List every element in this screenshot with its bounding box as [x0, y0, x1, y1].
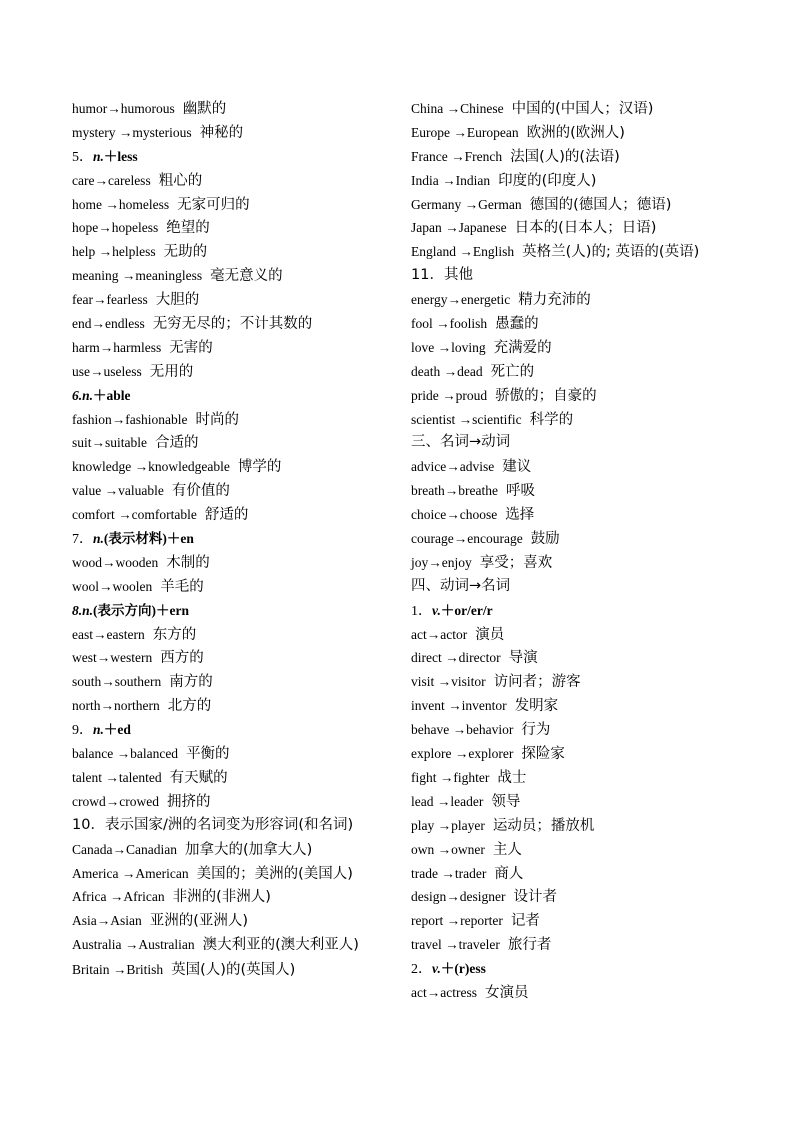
chinese-meaning: 北方的: [167, 698, 212, 715]
heading-suffix: ＋less: [103, 148, 138, 164]
vocab-entry: [72, 455, 390, 479]
heading-text: 四、动词→名词: [411, 577, 511, 594]
chinese-meaning: 探险家: [521, 746, 565, 763]
heading-suffix: (表示材料)＋en: [103, 531, 194, 547]
vocab-entry: [411, 145, 729, 169]
chinese-meaning: 德国的(德国人；德语): [529, 196, 672, 213]
vocab-entry: [72, 360, 390, 384]
word-transformation: fear→fearless: [72, 292, 148, 308]
word-transformation: visit →visitor: [411, 674, 486, 690]
vocab-entry: [72, 933, 390, 958]
chinese-meaning: 英国(人)的(英国人): [171, 962, 296, 979]
vocab-entry: [72, 551, 390, 575]
vocab-entry: [72, 909, 390, 933]
section-heading: [72, 384, 390, 408]
vocab-entry: [411, 503, 729, 527]
chinese-meaning: 英格兰(人)的; 英语的(英语): [522, 244, 700, 261]
chinese-meaning: 建议: [502, 459, 532, 476]
vocab-entry: [72, 312, 390, 336]
word-transformation: act→actor: [411, 626, 468, 642]
word-transformation: value →valuable: [72, 483, 164, 499]
word-transformation: Germany →German: [411, 196, 522, 212]
chinese-meaning: 运动员；播放机: [492, 817, 595, 834]
section-heading: [411, 575, 729, 599]
heading-text: 三、名词→动词: [411, 434, 511, 451]
chinese-meaning: 时尚的: [195, 411, 239, 428]
vocab-entry: [72, 838, 390, 862]
vocab-entry: [72, 646, 390, 670]
chinese-meaning: 中国的(中国人；汉语): [511, 101, 654, 117]
word-transformation: Europe →European: [411, 124, 519, 140]
word-transformation: France →French: [411, 148, 503, 164]
word-transformation: pride →proud: [411, 387, 488, 403]
word-transformation: Africa →African: [72, 889, 165, 905]
chinese-meaning: 选择: [505, 507, 535, 524]
heading-number: 9．: [72, 723, 93, 739]
vocab-entry: [411, 408, 729, 432]
chinese-meaning: 神秘的: [199, 124, 244, 141]
chinese-meaning: 旅行者: [507, 937, 552, 954]
vocab-entry: [411, 312, 729, 336]
chinese-meaning: 加拿大的(加拿大人): [184, 841, 313, 858]
chinese-meaning: 无助的: [163, 244, 208, 261]
vocab-entry: [72, 97, 390, 121]
heading-number: 6.: [72, 387, 83, 403]
word-transformation: suit→suitable: [72, 435, 147, 451]
chinese-meaning: 记者: [510, 913, 540, 930]
word-transformation: talent →talented: [72, 769, 162, 785]
heading-suffix: ＋or/er/r: [440, 602, 493, 618]
section-heading: [72, 718, 390, 742]
word-transformation: death →dead: [411, 363, 483, 379]
heading-number: 8.: [72, 602, 83, 618]
vocab-entry: [411, 479, 729, 503]
vocab-entry: [411, 97, 729, 121]
chinese-meaning: 东方的: [152, 626, 197, 643]
heading-number: 2．: [411, 962, 432, 978]
word-transformation: wool→woolen: [72, 578, 153, 594]
vocab-entry: [411, 933, 729, 957]
word-transformation: lead →leader: [411, 793, 484, 809]
word-transformation: advice→advise: [411, 459, 495, 475]
chinese-meaning: 西方的: [160, 650, 204, 667]
heading-part-of-speech: n.: [82, 602, 94, 618]
chinese-meaning: 科学的: [529, 411, 574, 428]
chinese-meaning: 无用的: [149, 363, 194, 380]
right-column: [411, 97, 729, 1005]
chinese-meaning: 拥挤的: [166, 793, 211, 810]
vocab-entry: [72, 240, 390, 264]
chinese-meaning: 有天赋的: [169, 769, 228, 786]
word-transformation: Japan →Japanese: [411, 220, 507, 236]
vocab-entry: [72, 503, 390, 527]
word-transformation: fashion→fashionable: [72, 411, 188, 427]
chinese-meaning: 战士: [497, 769, 527, 786]
chinese-meaning: 演员: [475, 626, 505, 643]
chinese-meaning: 导演: [508, 650, 538, 667]
chinese-meaning: 幽默的: [182, 101, 227, 117]
word-transformation: love →loving: [411, 339, 486, 355]
word-transformation: home →homeless: [72, 196, 170, 212]
vocab-entry: [411, 288, 729, 312]
vocab-entry: [411, 718, 729, 742]
section-heading: [72, 599, 390, 623]
vocab-entry: [411, 646, 729, 670]
heading-number: 1．: [411, 603, 432, 619]
section-heading: [411, 957, 729, 981]
heading-part-of-speech: v.: [432, 602, 441, 618]
vocab-entry: [72, 431, 390, 455]
word-transformation: help →helpless: [72, 244, 156, 260]
vocab-entry: [72, 193, 390, 217]
vocab-entry: [411, 742, 729, 766]
word-transformation: play →player: [411, 817, 485, 833]
chinese-meaning: 享受；喜欢: [479, 554, 553, 571]
word-transformation: direct →director: [411, 650, 501, 666]
vocab-entry: [72, 479, 390, 503]
chinese-meaning: 亚洲的(亚洲人): [149, 913, 249, 930]
vocab-entry: [411, 240, 729, 264]
word-transformation: care→careless: [72, 172, 151, 188]
heading-text: 11．其他: [411, 267, 473, 284]
word-transformation: joy→enjoy: [411, 554, 472, 570]
vocab-entry: [411, 862, 729, 886]
chinese-meaning: 欧洲的(欧洲人): [526, 124, 625, 141]
chinese-meaning: 行为: [521, 722, 551, 739]
vocab-entry: [411, 838, 729, 862]
vocab-entry: [411, 216, 729, 240]
vocab-entry: [411, 981, 729, 1005]
word-transformation: harm→harmless: [72, 339, 162, 355]
word-transformation: crowd→crowed: [72, 793, 159, 809]
vocab-entry: [72, 958, 390, 982]
word-transformation: balance →balanced: [72, 746, 179, 762]
word-transformation: courage→encourage: [411, 531, 523, 547]
word-transformation: trade →trader: [411, 865, 487, 881]
vocab-entry: [411, 527, 729, 551]
chinese-meaning: 有价值的: [171, 483, 230, 500]
chinese-meaning: 毫无意义的: [210, 268, 283, 285]
heading-number: 7．: [72, 532, 93, 548]
word-transformation: Australia →Australian: [72, 937, 195, 953]
vocab-entry: [411, 336, 729, 360]
chinese-meaning: 领导: [491, 793, 521, 810]
section-heading: [72, 145, 390, 169]
word-transformation: own →owner: [411, 841, 485, 857]
chinese-meaning: 美国的；美洲的(美国人): [196, 865, 353, 882]
vocab-entry: [411, 623, 729, 647]
vocab-entry: [411, 384, 729, 408]
heading-suffix: ＋(r)ess: [440, 961, 486, 977]
chinese-meaning: 澳大利亚的(澳大利亚人): [202, 937, 359, 954]
chinese-meaning: 无穷无尽的；不计其数的: [152, 316, 313, 333]
word-transformation: explore →explorer: [411, 746, 514, 762]
word-transformation: comfort →comfortable: [72, 507, 197, 523]
word-transformation: use→useless: [72, 363, 142, 379]
chinese-meaning: 日本的(日本人；日语): [514, 220, 657, 237]
word-transformation: invent →inventor: [411, 698, 507, 714]
word-transformation: England →English: [411, 244, 515, 260]
vocab-entry: [72, 121, 390, 145]
chinese-meaning: 女演员: [484, 984, 529, 1001]
chinese-meaning: 大胆的: [155, 292, 200, 309]
chinese-meaning: 舒适的: [204, 507, 249, 524]
word-transformation: north→northern: [72, 698, 160, 714]
word-transformation: scientist →scientific: [411, 411, 522, 427]
word-transformation: choice→choose: [411, 507, 498, 523]
word-transformation: report →reporter: [411, 913, 503, 929]
vocab-entry: [72, 694, 390, 718]
vocab-entry: [411, 885, 729, 909]
heading-text: 10．表示国家/洲的名词变为形容词(和名词): [72, 816, 354, 833]
chinese-meaning: 无害的: [169, 339, 213, 356]
word-transformation: fight →fighter: [411, 769, 490, 785]
left-column: [72, 97, 390, 982]
chinese-meaning: 鼓励: [530, 531, 560, 548]
chinese-meaning: 博学的: [237, 459, 282, 476]
word-transformation: knowledge →knowledgeable: [72, 459, 230, 475]
chinese-meaning: 木制的: [166, 554, 210, 571]
word-transformation: America →American: [72, 865, 189, 881]
chinese-meaning: 粗心的: [158, 172, 203, 189]
vocab-entry: [72, 288, 390, 312]
word-transformation: humor→humorous: [72, 101, 175, 116]
chinese-meaning: 商人: [494, 865, 524, 882]
chinese-meaning: 发明家: [514, 698, 559, 715]
heading-part-of-speech: v.: [432, 961, 441, 977]
vocab-entry: [72, 742, 390, 766]
vocab-entry: [411, 455, 729, 479]
word-transformation: hope→hopeless: [72, 220, 159, 236]
vocab-entry: [72, 862, 390, 886]
vocab-entry: [411, 790, 729, 814]
chinese-meaning: 平衡的: [186, 746, 230, 763]
vocab-entry: [72, 216, 390, 240]
word-transformation: energy→energetic: [411, 292, 511, 308]
word-transformation: meaning →meaningless: [72, 268, 203, 284]
section-heading: [72, 527, 390, 551]
chinese-meaning: 主人: [492, 841, 522, 858]
vocab-entry: [411, 360, 729, 384]
chinese-meaning: 骄傲的；自豪的: [495, 387, 597, 404]
chinese-meaning: 无家可归的: [177, 196, 250, 213]
heading-part-of-speech: n.: [93, 722, 104, 738]
vocab-entry: [72, 623, 390, 647]
word-transformation: behave →behavior: [411, 722, 514, 738]
chinese-meaning: 法国(人)的(法语): [510, 148, 620, 165]
vocab-entry: [411, 909, 729, 933]
vocab-entry: [411, 121, 729, 145]
word-transformation: mystery →mysterious: [72, 124, 192, 140]
word-transformation: Britain →British: [72, 962, 164, 978]
word-transformation: travel →traveler: [411, 937, 500, 953]
vocab-entry: [411, 193, 729, 217]
word-transformation: breath→breathe: [411, 483, 498, 499]
word-transformation: south→southern: [72, 674, 162, 690]
vocab-entry: [411, 169, 729, 193]
chinese-meaning: 精力充沛的: [518, 292, 591, 309]
word-transformation: Asia→Asian: [72, 913, 142, 929]
word-transformation: fool →foolish: [411, 316, 488, 332]
vocab-entry: [411, 814, 729, 838]
vocab-entry: [72, 408, 390, 432]
chinese-meaning: 南方的: [169, 674, 213, 691]
heading-part-of-speech: n.: [82, 387, 94, 403]
vocab-entry: [411, 766, 729, 790]
word-transformation: west→western: [72, 650, 153, 666]
chinese-meaning: 合适的: [155, 435, 199, 452]
chinese-meaning: 非洲的(非洲人): [172, 889, 271, 906]
section-heading: [411, 264, 729, 288]
vocab-entry: [411, 551, 729, 575]
word-transformation: act→actress: [411, 984, 477, 1000]
word-transformation: Canada→Canadian: [72, 841, 177, 857]
chinese-meaning: 印度的(印度人): [498, 172, 597, 189]
heading-suffix: ＋able: [93, 387, 131, 403]
vocab-entry: [72, 575, 390, 599]
chinese-meaning: 呼吸: [505, 483, 535, 500]
word-transformation: wood→wooden: [72, 554, 159, 570]
vocab-entry: [72, 670, 390, 694]
vocab-entry: [72, 885, 390, 909]
vocab-entry: [72, 336, 390, 360]
vocab-entry: [411, 694, 729, 718]
heading-suffix: (表示方向)＋ern: [93, 602, 189, 618]
word-transformation: east→eastern: [72, 626, 145, 642]
chinese-meaning: 绝望的: [166, 220, 210, 237]
vocab-entry: [72, 169, 390, 193]
chinese-meaning: 愚蠢的: [495, 316, 539, 333]
chinese-meaning: 死亡的: [490, 363, 535, 380]
chinese-meaning: 充满爱的: [493, 339, 552, 356]
chinese-meaning: 设计者: [513, 889, 557, 906]
word-transformation: China →Chinese: [411, 101, 504, 116]
vocab-entry: [411, 670, 729, 694]
section-heading: [72, 814, 390, 838]
chinese-meaning: 羊毛的: [160, 578, 204, 595]
heading-part-of-speech: n.: [93, 531, 104, 547]
word-transformation: design→designer: [411, 889, 506, 905]
section-heading: [411, 431, 729, 455]
vocab-entry: [72, 264, 390, 288]
section-heading: [411, 599, 729, 623]
vocab-entry: [72, 766, 390, 790]
heading-suffix: ＋ed: [103, 722, 131, 738]
word-transformation: end→endless: [72, 316, 145, 332]
vocab-entry: [72, 790, 390, 814]
chinese-meaning: 访问者；游客: [493, 674, 581, 691]
heading-part-of-speech: n.: [93, 148, 104, 164]
heading-number: 5．: [72, 149, 93, 165]
word-transformation: India →Indian: [411, 172, 491, 188]
